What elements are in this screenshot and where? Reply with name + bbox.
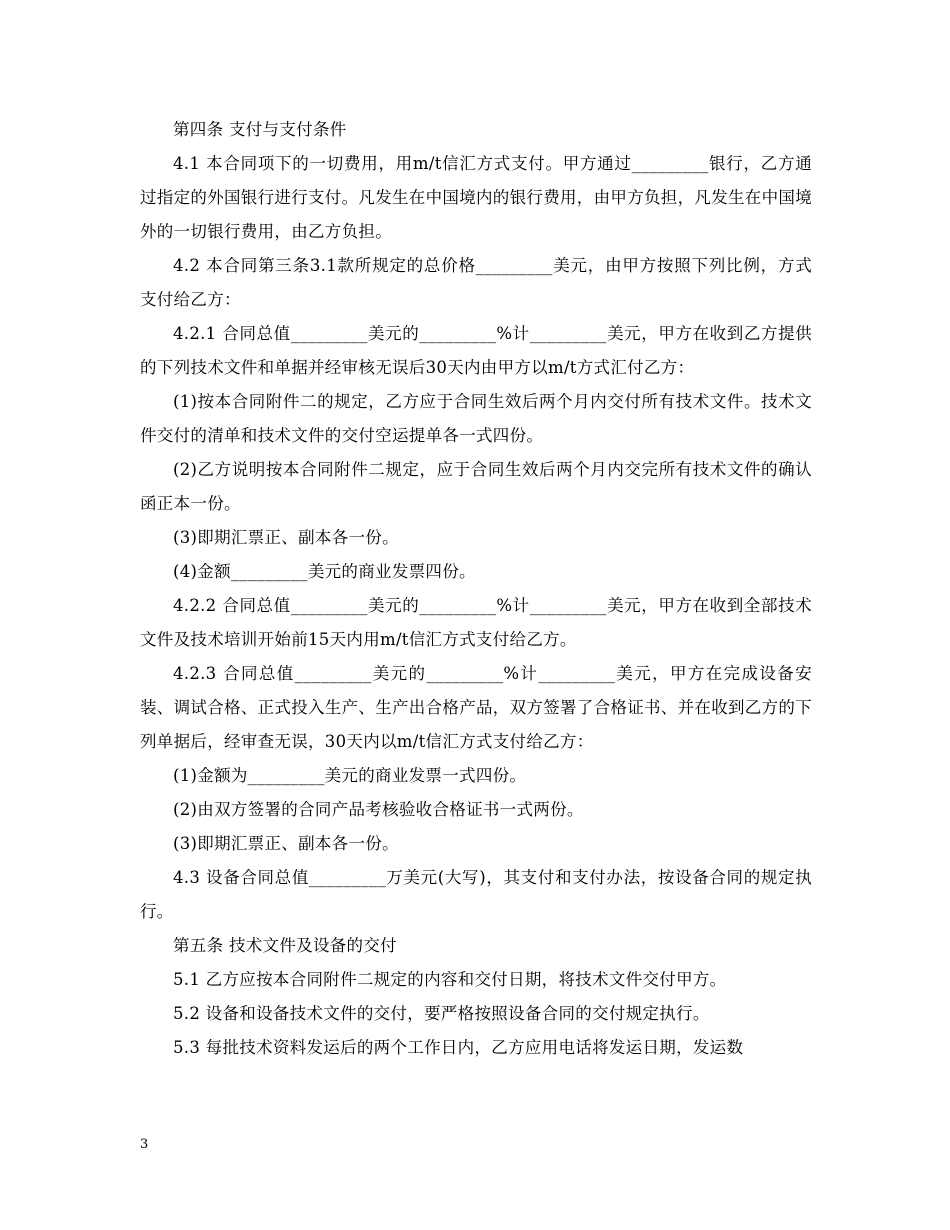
article-5-heading: 第五条 技术文件及设备的交付 <box>173 936 397 955</box>
clause-5-3: 5.3 每批技术资料发运后的两个工作日内，乙方应用电话将发运日期，发运数 <box>173 1038 744 1057</box>
clause-4-2: 4.2 本合同第三条3.1款所规定的总价格_________美元，由甲方按照下列比例，方式支付给乙方： <box>140 256 812 309</box>
page-number: 3 <box>140 1137 149 1152</box>
document-body <box>140 113 812 1065</box>
clause-4-2-3-item-3: (3)即期汇票正、副本各一份。 <box>173 834 399 853</box>
article-4-heading: 第四条 支付与支付条件 <box>173 120 347 139</box>
clause-5-2: 5.2 设备和设备技术文件的交付，要严格按照设备合同的交付规定执行。 <box>173 1004 710 1023</box>
clause-4-2-3-item-1: (1)金额为_________美元的商业发票一式四份。 <box>173 766 527 785</box>
clause-4-2-3: 4.2.3 合同总值_________美元的_________%计_________美元，甲方在完成设备安装、调试合格、正式投入生产、生产出合格产品，双方签署了合格证书、并在收到乙方的下列单据后，经审查无误，30天内以m/t信汇方式支付给乙方： <box>140 664 812 751</box>
clause-4-2-1: 4.2.1 合同总值_________美元的_________%计_________美元，甲方在收到乙方提供的下列技术文件和单据并经审核无误后30天内由甲方以m/t方式汇付乙方： <box>140 324 812 377</box>
clause-4-2-1-item-1: (1)按本合同附件二的规定，乙方应于合同生效后两个月内交付所有技术文件。技术文件交付的清单和技术文件的交付空运提单各一式四份。 <box>140 392 812 445</box>
clause-4-2-1-item-2: (2)乙方说明按本合同附件二规定，应于合同生效后两个月内交完所有技术文件的确认函正本一份。 <box>140 460 812 513</box>
clause-4-2-1-item-4: (4)金额_________美元的商业发票四份。 <box>173 562 476 581</box>
clause-4-2-3-item-2: (2)由双方签署的合同产品考核验收合格证书一式两份。 <box>173 800 584 819</box>
clause-4-2-1-item-3: (3)即期汇票正、副本各一份。 <box>173 528 399 547</box>
clause-5-1: 5.1 乙方应按本合同附件二规定的内容和交付日期，将技术文件交付甲方。 <box>173 970 727 989</box>
clause-4-1: 4.1 本合同项下的一切费用，用m/t信汇方式支付。甲方通过_________银行，乙方通过指定的外国银行进行支付。凡发生在中国境内的银行费用，由甲方负担，凡发生在中国境外的一切银行费用，由乙方负担。 <box>140 154 812 241</box>
clause-4-3: 4.3 设备合同总值_________万美元(大写)，其支付和支付办法，按设备合同的规定执行。 <box>140 868 812 921</box>
clause-4-2-2: 4.2.2 合同总值_________美元的_________%计_________美元，甲方在收到全部技术文件及技术培训开始前15天内用m/t信汇方式支付给乙方。 <box>140 596 812 649</box>
